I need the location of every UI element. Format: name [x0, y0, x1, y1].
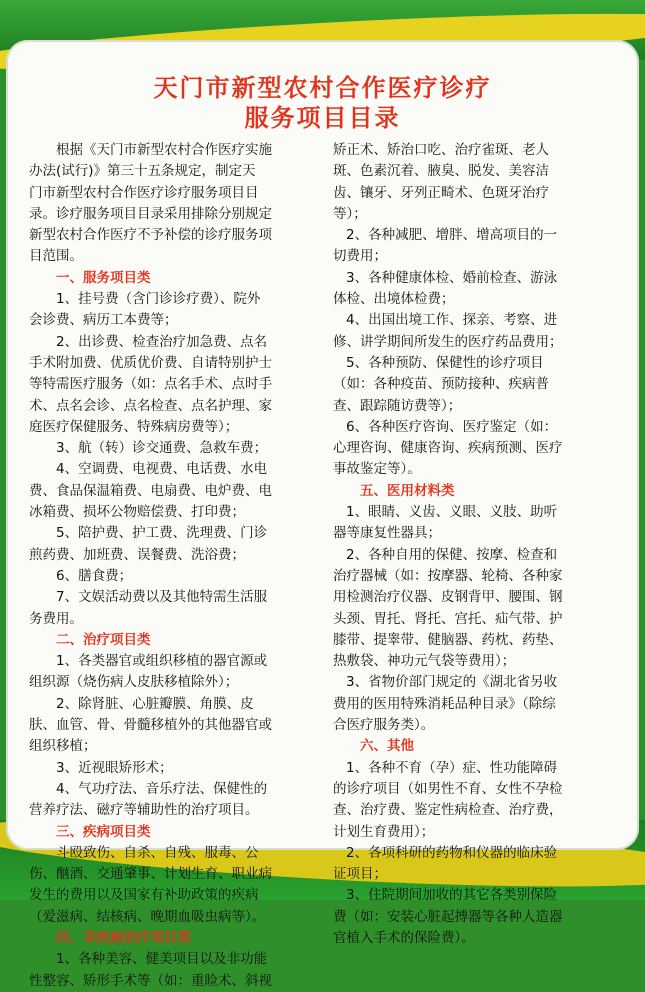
text-line: 的诊疗项目（如男性不育、女性不孕检 — [333, 780, 563, 797]
text-line: 1、眼睛、义齿、义眼、义肢、助听 — [346, 504, 558, 521]
text-line: 庭医疗保健服务、特殊病房费等）； — [29, 418, 239, 435]
text-line: 5、各种预防、保健性的诊疗项目 — [346, 354, 544, 371]
text-line: 计划生育费用）； — [333, 823, 435, 840]
text-line: 体检、出境体检费； — [333, 291, 455, 308]
section-heading: 二、治疗项目类 — [56, 631, 151, 648]
text-line: 术、点名会诊、点名检查、点名护理、家 — [29, 397, 272, 414]
text-line: 3、住院期间加收的其它各类别保险 — [346, 887, 558, 904]
text-line: 切费用； — [333, 248, 387, 265]
text-line: 肤、血管、骨、骨髓移植外的其他器官或 — [29, 717, 272, 734]
text-line: 3、航（转）诊交通费、急救车费； — [56, 440, 268, 457]
text-line: 务费用。 — [29, 610, 83, 627]
text-line: 4、出国出境工作、探亲、考察、进 — [346, 312, 558, 329]
text-line: 新型农村合作医疗不予补偿的诊疗服务项 — [29, 227, 272, 244]
text-line: 煎药费、加班费、误餐费、洗浴费； — [29, 546, 245, 563]
section-heading: 三、疾病项目类 — [56, 823, 151, 840]
text-line: 矫正术、矫治口吃、治疗雀斑、老人 — [333, 142, 549, 158]
text-line: 1、各类器官或组织移植的器官源或 — [56, 653, 268, 670]
text-line: 门市新型农村合作医疗诊疗服务项目目 — [29, 184, 259, 201]
text-line: 等）； — [333, 205, 367, 222]
text-line: 事故鉴定等）。 — [333, 461, 421, 478]
text-line: 2、各项科研的药物和仪器的临床验 — [346, 844, 558, 861]
text-line: 3、近视眼矫形术； — [56, 759, 173, 776]
text-line: 录。诊疗服务项目目录采用排除分别规定 — [29, 205, 272, 222]
text-line: 费用的医用特殊消耗品种目录》（除综 — [333, 695, 556, 712]
text-line: 6、膳食费； — [56, 567, 133, 584]
text-line: 组织移植； — [29, 738, 97, 755]
text-line: 冰箱费、损坏公物赔偿费、打印费； — [29, 504, 245, 521]
text-line: 费（如：安装心脏起搏器等各种人造器 — [333, 908, 563, 925]
text-line: 热敷袋、神功元气袋等费用）； — [333, 653, 516, 670]
text-line: 合医疗服务类）。 — [333, 717, 435, 734]
text-line: 头颈、胃托、肾托、宫托、疝气带、护 — [333, 610, 563, 627]
text-line: 营养疗法、磁疗等辅助性的治疗项目。 — [29, 802, 259, 819]
text-line: 治疗器械（如：按摩器、轮椅、各种家 — [333, 567, 563, 584]
section-heading: 一、服务项目类 — [56, 269, 151, 286]
text-line: 斑、色素沉着、腋臭、脱发、美容洁 — [333, 163, 549, 180]
text-line: 发生的费用以及国家有补助政策的疾病 — [29, 887, 259, 904]
title-line-2: 服务项目目录 — [244, 104, 401, 132]
text-line: 1、挂号费（含门诊诊疗费）、院外 — [56, 291, 261, 308]
text-line: 7、文娱活动费以及其他特需生活服 — [56, 589, 268, 606]
text-line: 组织源（烧伤病人皮肤移植除外）； — [29, 674, 239, 691]
text-line: 斗殴致伤、自杀、自残、服毒、公 — [56, 844, 259, 861]
text-line: 伤、酗酒、交通肇事、计划生育、职业病 — [29, 866, 272, 883]
text-line: 1、各种不育（孕）症、性功能障碍 — [346, 759, 558, 776]
text-line: 3、省物价部门规定的《湖北省另收 — [346, 674, 558, 691]
text-line: （如：各种疫苗、预防接种、疾病普 — [333, 376, 549, 393]
text-line: 器等康复性器具； — [333, 525, 441, 542]
text-line: 2、各种减肥、增胖、增高项目的一 — [346, 227, 558, 244]
text-line: 证项目； — [333, 866, 387, 883]
text-line: 费、食品保温箱费、电扇费、电炉费、电 — [29, 482, 272, 499]
left-text-column — [29, 140, 319, 992]
text-line: 手术附加费、优质优价费、自请特别护士 — [29, 354, 272, 371]
text-line: （爱滋病、结核病、晚期血吸虫病等）。 — [29, 908, 266, 925]
text-line: 用检测治疗仪器、皮钢背甲、腰围、钢 — [333, 589, 563, 606]
text-line: 齿、镶牙、牙列正畸术、色斑牙治疗 — [333, 184, 549, 201]
text-line: 等特需医疗服务（如：点名手术、点时手 — [29, 376, 272, 393]
text-line: 4、空调费、电视费、电话费、水电 — [56, 461, 268, 478]
text-line: 2、除肾脏、心脏瓣膜、角膜、皮 — [56, 695, 254, 712]
text-line: 根据《天门市新型农村合作医疗实施 — [56, 142, 272, 158]
text-line: 官植入手术的保险费）。 — [333, 929, 475, 946]
section-heading: 五、医用材料类 — [360, 482, 455, 499]
right-text-column — [333, 140, 621, 949]
text-line: 性整容、矫形手术等（如：重睑术、斜视 — [29, 972, 272, 989]
text-line: 膝带、提睾带、健脑器、药枕、药垫、 — [333, 631, 563, 648]
text-line: 5、陪护费、护工费、洗理费、门诊 — [56, 525, 268, 542]
section-heading: 六、其他 — [360, 738, 414, 755]
text-line: 3、各种健康体检、婚前检查、游泳 — [346, 269, 558, 286]
text-line: 1、各种美容、健美项目以及非功能 — [56, 951, 268, 968]
text-line: 2、出诊费、检查治疗加急费、点名 — [56, 333, 268, 350]
text-line: 4、气功疗法、音乐疗法、保健性的 — [56, 780, 268, 797]
text-line: 目范围。 — [29, 248, 83, 265]
text-line: 查、治疗费、鉴定性病检查、治疗费， — [333, 802, 563, 819]
text-line: 心理咨询、健康咨询、疾病预测、医疗 — [333, 440, 563, 457]
text-line: 会诊费、病历工本费等； — [29, 312, 178, 329]
text-line: 6、各种医疗咨询、医疗鉴定（如： — [346, 418, 558, 435]
text-line: 查、跟踪随访费等）； — [333, 397, 462, 414]
text-line: 2、各种自用的保健、按摩、检查和 — [346, 546, 558, 563]
section-heading: 四、非疾病治疗项目类 — [56, 929, 191, 946]
title-line-1: 天门市新型农村合作医疗诊疗 — [153, 74, 492, 102]
text-line: 修、讲学期间所发生的医疗药品费用； — [333, 333, 563, 350]
text-line: 办法(试行)》第三十五条规定，制定天 — [29, 163, 256, 180]
